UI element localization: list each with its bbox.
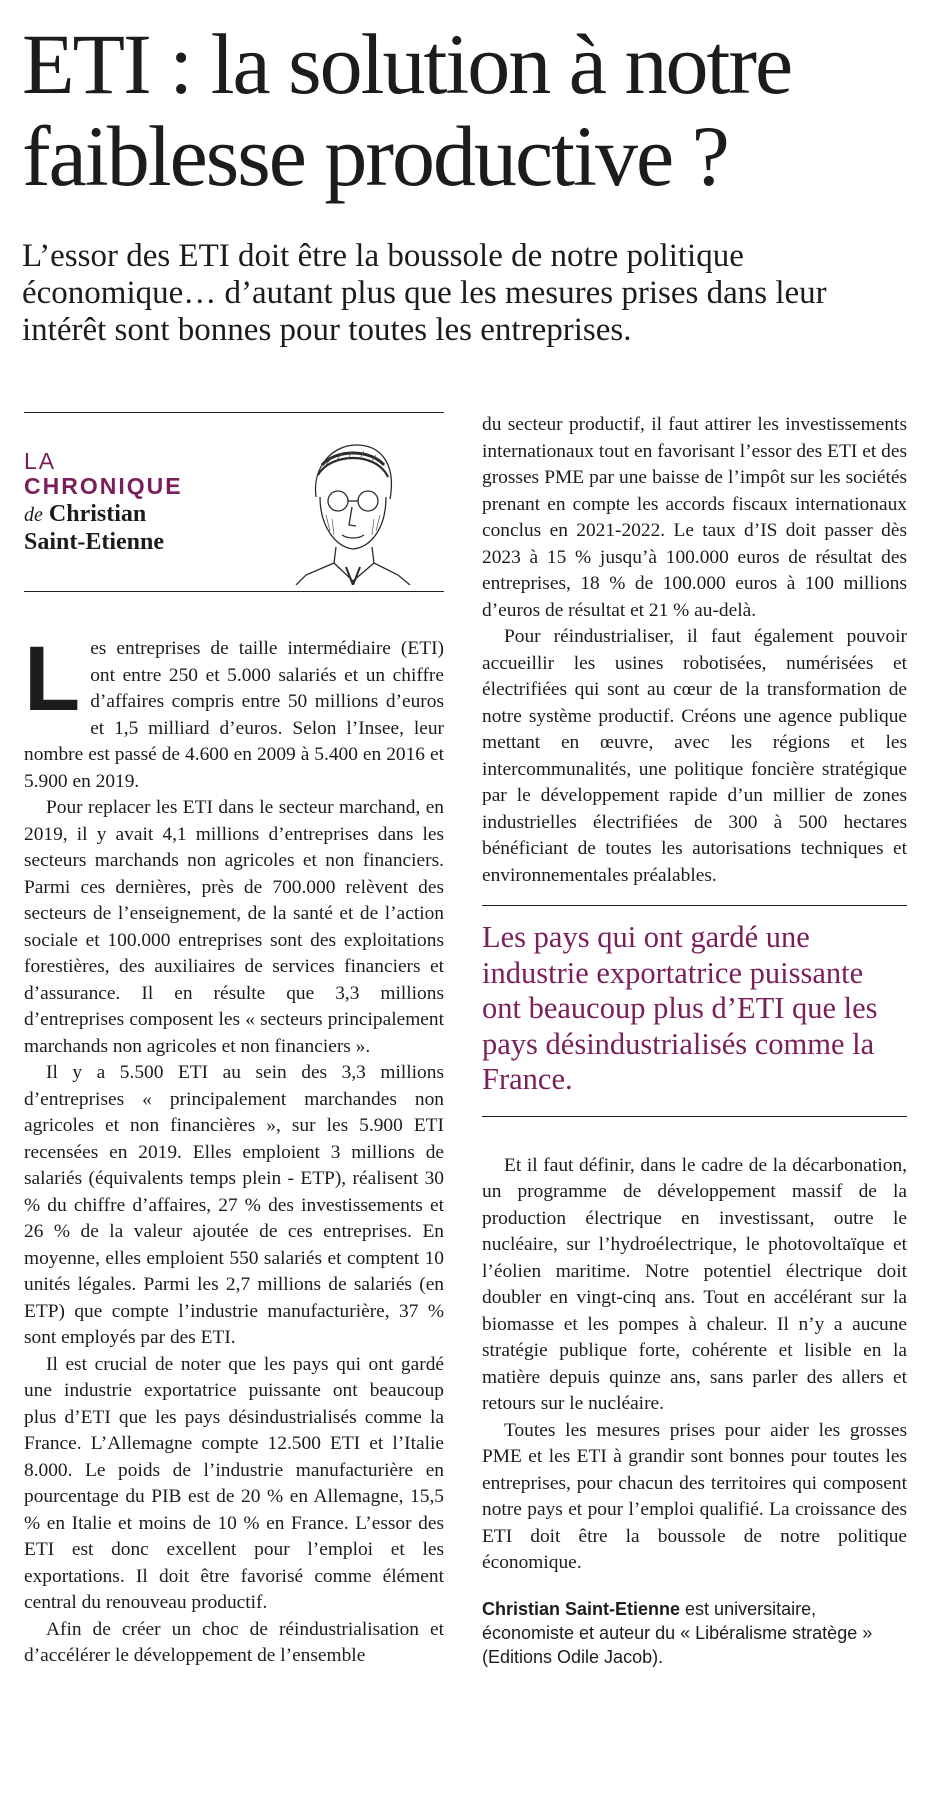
author-bio — [482, 1597, 907, 1669]
author-last-name: Saint-Etienne — [24, 529, 165, 555]
bio-author-name: Christian Saint-Etienne — [482, 1598, 681, 1619]
headline-line-2: faiblesse productive ? — [22, 108, 728, 204]
body-text-column-2-bottom — [482, 1153, 907, 1577]
headline-line-1: ETI : la solution à notre — [22, 16, 792, 112]
pull-quote: Les pays qui ont gardé une industrie exportatrice puissante ont beaucoup plus d’ETI que les pays désindustrialisés comme la France. — [482, 920, 878, 1096]
drop-cap: L — [24, 628, 81, 730]
paragraph-7: Et il faut définir, dans le cadre de la décarbonation, un programme de développement massif de la production électrique en investissant, outre le nucléaire, sur l’hydroélectrique, le photovoltaïque et l’éolien maritime. Notre potentiel électrique doit doubler en vingt-cinq ans. Tout en accélérant sur la biomasse et les pompes à chaleur. Il n’y a aucune stratégie publique forte, cohérente et lisible en la matière depuis quinze ans, sans parler des allers et retours sur le nucléaire. — [482, 1154, 907, 1414]
paragraph-6: Pour réindustrialiser, il faut également pouvoir accueillir les usines robotisées, numérisées et électrifiées qui sont au cœur de la transformation de notre système productif. Créons une agence publique mettant en œuvre, avec les régions et les intercommunalités, une politique foncière stratégique par le développement rapide d’un millier de zones industrielles électrifiées de 300 à 500 hectares bénéficiant de toutes les autorisations techniques et environnementales préalables. — [482, 626, 907, 886]
paragraph-5-continued: du secteur productif, il faut attirer les investissements internationaux tout en favorisant l’essor des ETI et des grosses PME par une baisse de l’impôt sur les sociétés prenant en compte les accords fiscaux internationaux conclus en 2021-2022. Le taux d’IS doit passer dès 2023 à 15 % jusqu’à 100.000 euros de résultat des entreprises, 18 % de 100.000 euros à 100 millions d’euros de résultat et 21 % au-delà. — [482, 414, 907, 621]
paragraph-3: Il y a 5.500 ETI au sein des 3,3 millions d’entreprises « principalement marchandes non agricoles et non financières », sur les 5.900 ETI recensées en 2019. Elles emploient 3 millions de salariés (équivalents temps plein - ETP), réalisent 30 % du chiffre d’affaires, 27 % des investissements et 26 % de la valeur ajoutée de ces entreprises. En moyenne, elles emploient 550 salariés et comptent 10 unités légales. Parmi les 2,7 millions de salariés (en ETP) que compte l’industrie manufacturière, 37 % sont employés par des ETI. — [24, 1062, 444, 1348]
paragraph-4: Il est crucial de noter que les pays qui ont gardé une industrie exportatrice puissante ont beaucoup plus d’ETI que les pays désindustrialisés comme la France. L’Allemagne compte 12.500 ETI et l’Italie 8.000. Le poids de l’industrie manufacturière en pourcentage du PIB est de 20 % en Allemagne, 15,5 % en Italie et moins de 10 % en France. L’essor des ETI est donc excellent pour l’emploi et les exportations. Il doit être favorisé comme élément central du renouveau productif. — [24, 1353, 444, 1613]
body-text-column-1 — [24, 628, 444, 1670]
column-2 — [482, 412, 907, 1669]
chronique-box — [24, 413, 444, 591]
paragraph-1-text: es entreprises de taille intermédiaire (ETI) ont entre 250 et 5.000 salariés et un chiffre d’affaires compris entre 50 millions d’euros et 1,5 milliard d’euros. Selon l’Insee, leur nombre est passé de 4.600 en 2009 à 5.400 en 2016 et 5.900 en 2019. — [24, 638, 444, 792]
chronique-label-small: LA — [24, 448, 57, 474]
pull-quote-bottom-rule — [482, 1116, 907, 1117]
paragraph-8: Toutes les mesures prises pour aider les grosses PME et les ETI à grandir sont bonnes pour toutes les entreprises, pour chacun des territoires qui composent notre pays et pour l’emploi qualifié. La croissance des ETI doit être la boussole de notre politique économique. — [482, 1419, 907, 1573]
headline — [22, 18, 912, 202]
author-portrait-illustration — [286, 435, 416, 585]
paragraph-1 — [24, 628, 444, 795]
bio-text: est universitaire, économiste et auteur du « Libéralisme stratège » (Editions Odile Jacob). — [482, 1598, 873, 1667]
author-first-name: Christian — [48, 501, 147, 527]
chronique-label — [24, 449, 183, 499]
body-text-column-2-top — [482, 412, 907, 889]
column-1 — [24, 412, 444, 1670]
author-byline — [24, 501, 164, 556]
paragraph-5-start: Afin de créer un choc de réindustrialisation et d’accélérer le développement de l’ensemble — [24, 1618, 444, 1666]
standfirst: L’essor des ETI doit être la boussole de notre politique économique… d’autant plus que les mesures prises dans leur intérêt sont bonnes pour toutes les entreprises. — [22, 238, 827, 348]
bottom-rule — [24, 591, 444, 592]
chronique-label-big: CHRONIQUE — [24, 473, 183, 499]
byline-prefix: de — [24, 504, 43, 526]
paragraph-2: Pour replacer les ETI dans le secteur marchand, en 2019, il y avait 4,1 millions d’entreprises dans les secteurs marchands non agricoles et non financiers. Parmi ces dernières, près de 700.000 relèvent des secteurs de l’enseignement, de la santé et de l’action sociale et 100.000 entreprises sont des exploitations forestières, des auxiliaires de services financiers et d’assurance. Il en résulte que 3,3 millions d’entreprises composent les « secteurs principalement marchands non agricoles et non financiers ». — [24, 797, 444, 1057]
